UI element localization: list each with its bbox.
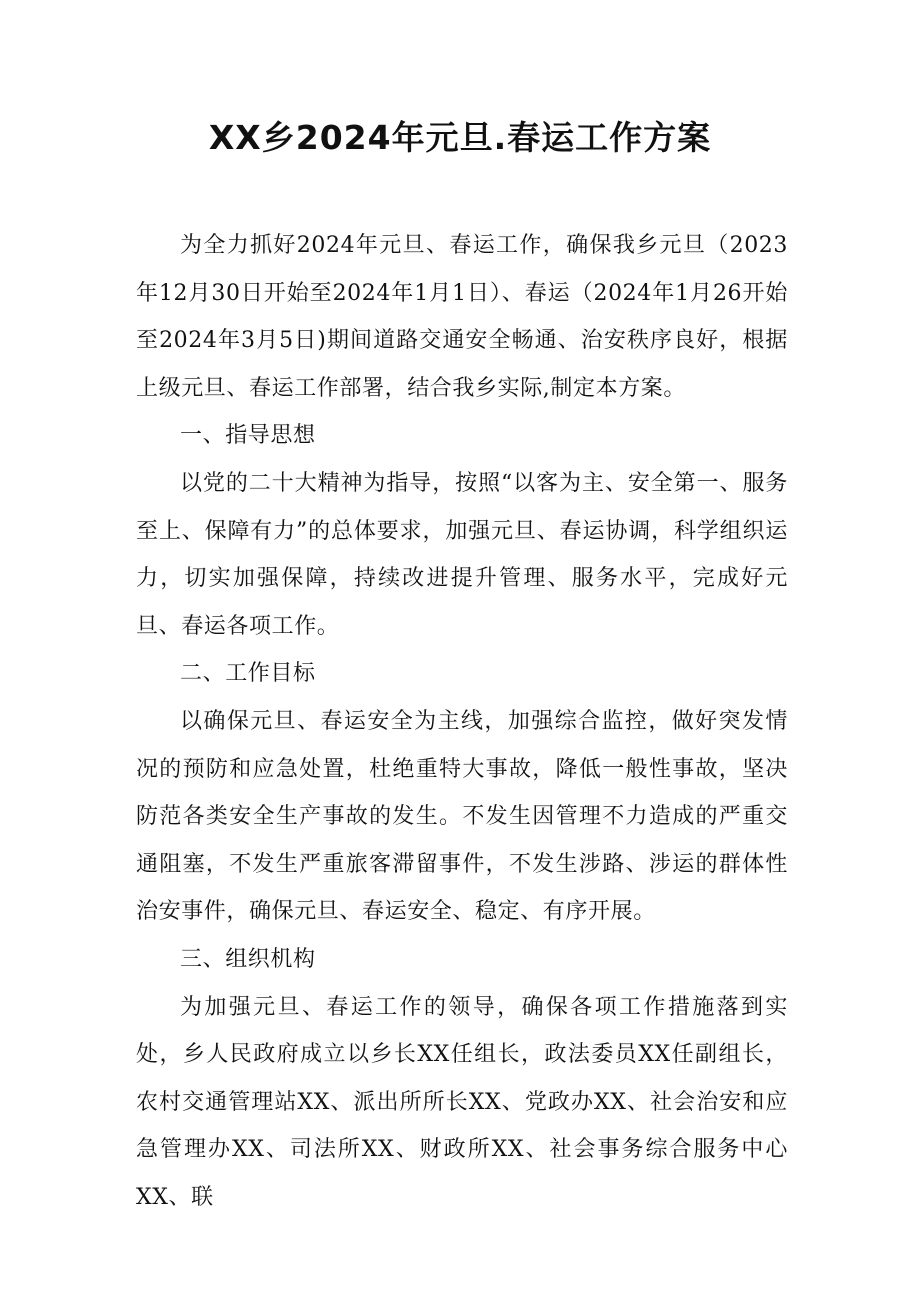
document-title: XX乡2024年元旦.春运工作方案 [208, 118, 712, 157]
section-text-work-goals: 以确保元旦、春运安全为主线，加强综合监控，做好突发情况的预防和应急处置，杜绝重特大事故，降低一般性事故，坚决防范各类安全生产事故的发生。不发生因管理不力造成的严重交通阻塞，不发生严重旅客滞留事件，不发生涉路、涉运的群体性治安事件，确保元旦、春运安全、稳定、有序开展。 [136, 708, 788, 925]
intro-paragraph: 为全力抓好2024年元旦、春运工作，确保我乡元旦（2023年12月30日开始至2024年1月1日）、春运（2024年1月26开始至2024年3月5日)期间道路交通安全畅通、治安秩序良好，根据上级元旦、春运工作部署，结合我乡实际,制定本方案。 [136, 233, 788, 401]
section-text-organization: 为加强元旦、春运工作的领导，确保各项工作措施落到实处，乡人民政府成立以乡长XX任组长，政法委员XX任副组长，农村交通管理站XX、派出所所长XX、党政办XX、社会治安和应急管理办XX、司法所XX、财政所XX、社会事务综合服务中心XX、联 [136, 994, 788, 1210]
section-heading-work-goals: 二、工作目标 [180, 661, 316, 687]
document-body [136, 222, 788, 1221]
section-heading-guiding-ideology: 一、指导思想 [180, 423, 316, 449]
section-text-guiding-ideology: 以党的二十大精神为指导，按照“以客为主、安全第一、服务至上、保障有力”的总体要求，加强元旦、春运协调，科学组织运力，切实加强保障，持续改进提升管理、服务水平，完成好元旦、春运各项工作。 [136, 470, 788, 639]
section-heading-organization: 三、组织机构 [180, 946, 316, 972]
